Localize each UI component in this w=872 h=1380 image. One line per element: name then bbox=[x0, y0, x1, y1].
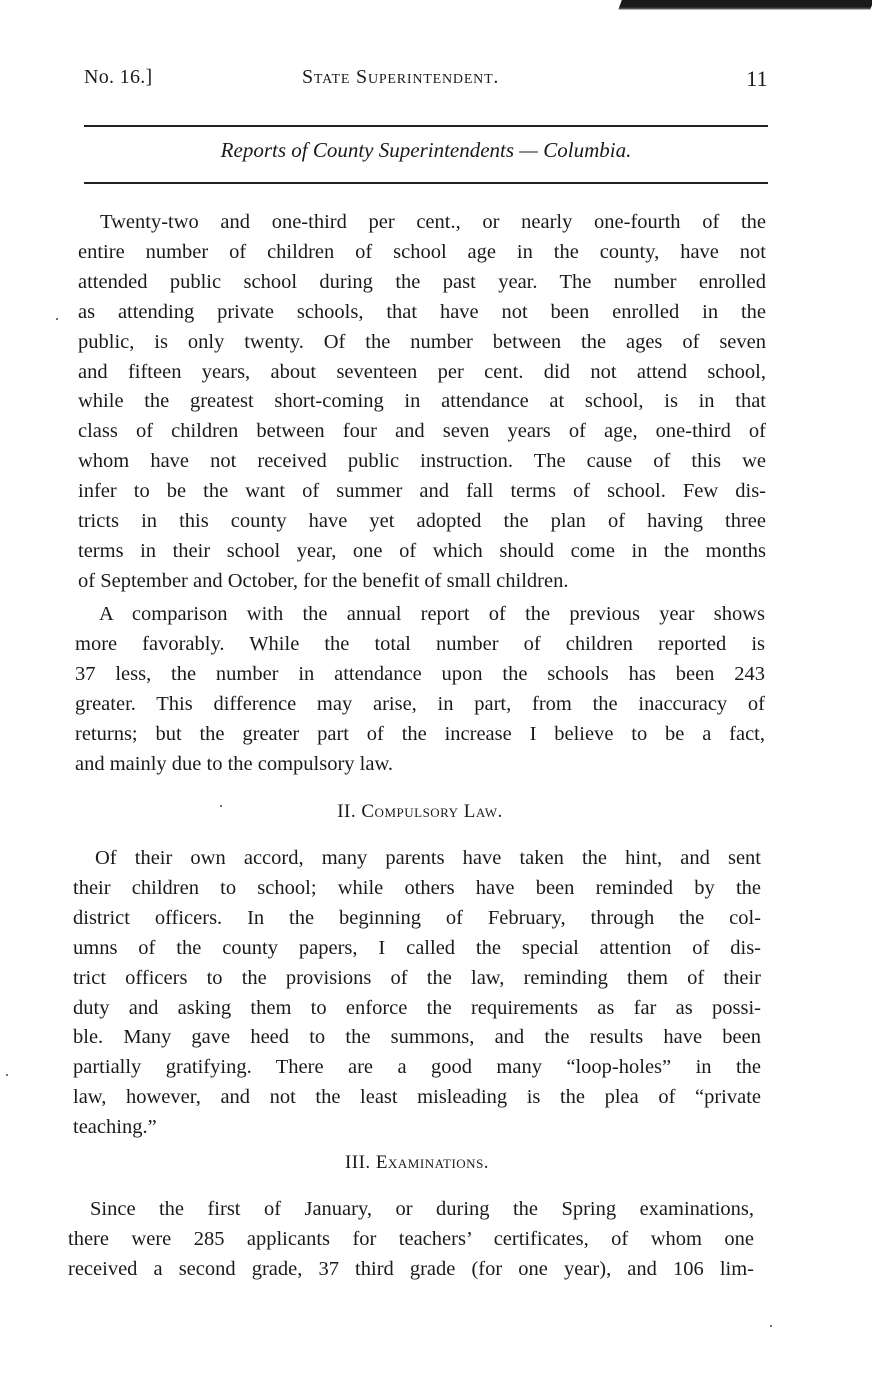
text-line: public, is only twenty. Of the number between the ages of seven bbox=[78, 330, 766, 353]
running-title: State Superintendent. bbox=[302, 66, 500, 88]
text-line: whom have not received public instruction. The cause of this we bbox=[78, 450, 766, 473]
text-line: and mainly due to the compulsory law. bbox=[75, 752, 394, 775]
text-line: tricts in this county have yet adopted the plan of having three bbox=[78, 510, 766, 533]
text-line: received a second grade, 37 third grade (for one year), and 106 lim- bbox=[68, 1257, 754, 1280]
page-number: 11 bbox=[746, 66, 768, 91]
text-line: greater. This difference may arise, in part, from the inaccuracy of bbox=[75, 692, 765, 715]
paper-speck bbox=[56, 318, 58, 320]
document-number: No. 16.] bbox=[84, 66, 153, 88]
text-line: more favorably. While the total number of children reported is bbox=[75, 632, 765, 655]
text-line: law, however, and not the least misleading is the plea of “private bbox=[73, 1086, 761, 1109]
text-line: returns; but the greater part of the increase I believe to be a fact, bbox=[75, 722, 765, 745]
text-line: class of children between four and seven years of age, one-third of bbox=[78, 420, 766, 443]
text-line: their children to school; while others have been reminded by the bbox=[73, 876, 761, 899]
heading-compulsory-law: II. Compulsory Law. bbox=[337, 801, 503, 822]
text-line: district officers. In the beginning of February, through the col- bbox=[73, 906, 761, 929]
paper-speck bbox=[6, 1074, 8, 1076]
text-line: and fifteen years, about seventeen per cent. did not attend school, bbox=[78, 360, 766, 383]
text-line: there were 285 applicants for teachers’ certificates, of whom one bbox=[68, 1227, 754, 1250]
text-line: trict officers to the provisions of the law, reminding them of their bbox=[73, 966, 761, 989]
text-line: partially gratifying. There are a good many “loop-holes” in the bbox=[73, 1056, 761, 1079]
text-line: duty and asking them to enforce the requirements as far as possi- bbox=[73, 996, 761, 1019]
heading-examinations: III. Examinations. bbox=[344, 1152, 490, 1173]
text-line: as attending private schools, that have not been enrolled in the bbox=[78, 300, 766, 323]
section-caption: Reports of County Superintendents — Columbia. bbox=[220, 138, 632, 162]
text-line: umns of the county papers, I called the special attention of dis- bbox=[73, 936, 761, 959]
scan-edge-shadow bbox=[618, 0, 872, 10]
text-line: infer to be the want of summer and fall terms of school. Few dis- bbox=[78, 480, 766, 503]
text-line: entire number of children of school age in the county, have not bbox=[78, 240, 766, 263]
text-line: attended public school during the past year. The number enrolled bbox=[78, 270, 766, 293]
paper-speck bbox=[770, 1325, 772, 1327]
text-line: A comparison with the annual report of the previous year shows bbox=[99, 603, 765, 625]
text-line: ble. Many gave heed to the summons, and the results have been bbox=[73, 1026, 761, 1049]
text-line: of September and October, for the benefit of small children. bbox=[78, 569, 569, 592]
text-line: Of their own accord, many parents have taken the hint, and sent bbox=[95, 847, 761, 869]
bottom-rule bbox=[84, 182, 768, 184]
text-line: while the greatest short-coming in attendance at school, is in that bbox=[78, 390, 766, 413]
top-rule bbox=[84, 125, 768, 127]
paragraph-comparison bbox=[75, 600, 765, 779]
running-head bbox=[84, 66, 768, 96]
paragraph-compulsory-law bbox=[73, 844, 761, 1143]
text-line: teaching.” bbox=[73, 1116, 157, 1139]
paragraph-examinations bbox=[68, 1195, 754, 1285]
text-line: 37 less, the number in attendance upon the schools has been 243 bbox=[75, 662, 765, 685]
text-line: terms in their school year, one of which should come in the months bbox=[78, 539, 766, 562]
text-line: Since the first of January, or during the Spring examinations, bbox=[90, 1198, 754, 1220]
paper-speck bbox=[220, 805, 222, 807]
paragraph-attendance bbox=[78, 208, 766, 597]
text-line: Twenty-two and one-third per cent., or nearly one-fourth of the bbox=[100, 211, 766, 233]
